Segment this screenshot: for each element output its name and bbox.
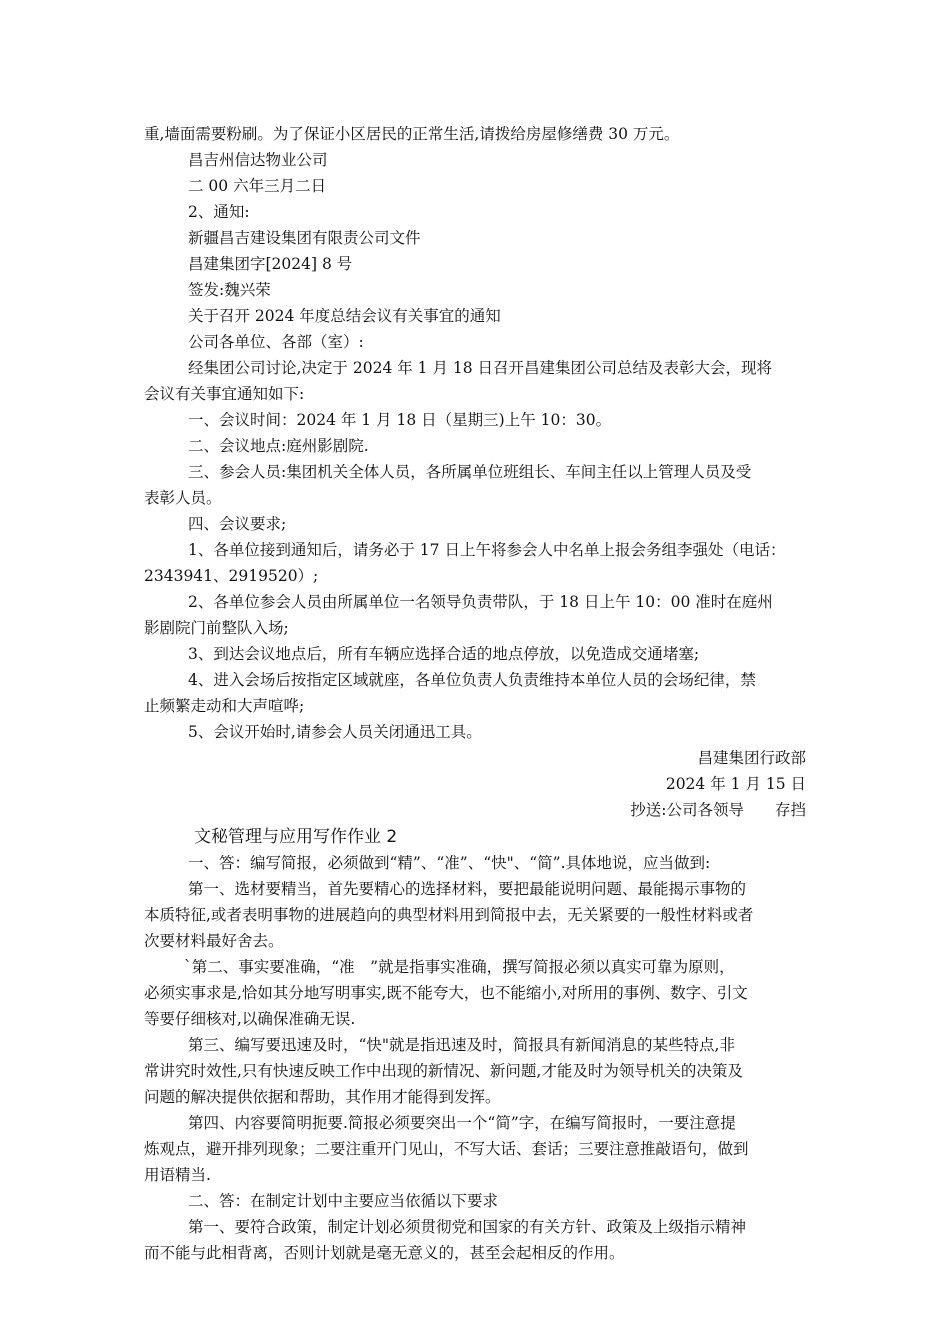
text-line: 经集团公司讨论,决定于 2024 年 1 月 18 日召开昌建集团公司总结及表彰大会，现将 — [188, 359, 773, 377]
text-line: 止频繁走动和大声喧哗; — [144, 697, 305, 715]
text-line: 二、答：在制定计划中主要应当依循以下要求 — [188, 1192, 499, 1210]
text-line: 关于召开 2024 年度总结会议有关事宜的通知 — [188, 307, 501, 325]
text-line: 表彰人员。 — [144, 489, 222, 507]
text-line: `第二、事实要准确，“准 ”就是指事实准确，撰写简报必须以真实可靠为原则， — [184, 958, 735, 976]
text-line: 常讲究时效性,只有快速反映工作中出现的新情况、新问题,才能及时为领导机关的决策及 — [144, 1062, 743, 1080]
text-line: 3、到达会议地点后，所有车辆应选择合适的地点停放，以免造成交通堵塞; — [188, 645, 700, 663]
text-line: 公司各单位、各部（室）: — [188, 333, 364, 351]
text-line: 而不能与此相背离，否则计划就是毫无意义的，甚至会起相反的作用。 — [144, 1244, 625, 1262]
text-line: 第一、要符合政策，制定计划必须贯彻党和国家的有关方针、政策及上级指示精神 — [188, 1218, 747, 1236]
text-line: 一、会议时间：2024 年 1 月 18 日（星期三)上午 10：30。 — [188, 411, 612, 429]
section-heading: 文秘管理与应用写作作业 2 — [194, 827, 398, 847]
text-line: 等要仔细核对,以确保准确无误. — [144, 1010, 356, 1028]
text-line: 必须实事求是,恰如其分地写明事实,既不能夸大，也不能缩小,对所用的事例、数字、引文 — [144, 984, 748, 1002]
text-line: 昌吉州信达物业公司 — [188, 151, 328, 169]
text-line: 重,墙面需要粉刷。为了保证小区居民的正常生活,请拨给房屋修缮费 30 万元。 — [144, 125, 680, 143]
text-line: 二、会议地点:庭州影剧院. — [188, 437, 369, 455]
text-line: 新疆昌吉建设集团有限责公司文件 — [188, 229, 421, 247]
text-line: 二 00 六年三月二日 — [188, 177, 327, 195]
text-line: 5、会议开始时,请参会人员关闭通迅工具。 — [188, 723, 482, 741]
text-line: 四、会议要求; — [188, 515, 287, 533]
signature-department: 昌建集团行政部 — [697, 749, 806, 767]
text-line: 用语精当. — [144, 1166, 211, 1184]
text-line: 1、各单位接到通知后，请务必于 17 日上午将参会人中名单上报会务组李强处（电话： — [188, 541, 786, 559]
text-line: 昌建集团字[2024] 8 号 — [188, 255, 353, 273]
text-line: 问题的解决提供依据和帮助，其作用才能得到发挥。 — [144, 1088, 501, 1106]
text-line: 第三、编写要迅速及时，“快"就是指迅速及时，简报具有新闻消息的某些特点,非 — [188, 1036, 735, 1054]
text-line: 会议有关事宜通知如下: — [144, 385, 305, 403]
text-line: 第四、内容要简明扼要.简报必须要突出一个“简”字，在编写简报时，一要注意提 — [188, 1114, 736, 1132]
text-line: 2、通知: — [188, 203, 250, 221]
text-line: 影剧院门前整队入场; — [144, 619, 289, 637]
text-line: 签发:魏兴荣 — [188, 281, 271, 299]
text-line: 4、进入会场后按指定区域就座，各单位负责人负责维持本单位人员的会场纪律，禁 — [188, 671, 756, 689]
text-line: 2、各单位参会人员由所属单位一名领导负责带队，于 18 日上午 10：00 准时在庭州 — [188, 593, 773, 611]
text-line: 炼观点，避开排列现象；二要注重开门见山，不写大话、套话；三要注意推敲语句，做到 — [144, 1140, 749, 1158]
text-line: 第一、选材要精当，首先要精心的选择材料，要把最能说明问题、最能揭示事物的 — [188, 880, 747, 898]
text-line: 本质特征,或者表明事物的进展趋向的典型材料用到简报中去，无关紧要的一般性材料或者 — [144, 906, 754, 924]
text-line: 次要材料最好舍去。 — [144, 932, 284, 950]
text-line: 一、答：编写简报，必须做到“精”、“准”、“快"、“简”.具体地说，应当做到: — [188, 854, 711, 872]
copy-to-line: 抄送:公司各领导 存挡 — [630, 801, 806, 819]
signature-date: 2024 年 1 月 15 日 — [665, 775, 806, 793]
text-line: 三、参会人员:集团机关全体人员，各所属单位班组长、车间主任以上管理人员及受 — [188, 463, 752, 481]
text-line: 2343941、2919520）; — [144, 567, 319, 585]
